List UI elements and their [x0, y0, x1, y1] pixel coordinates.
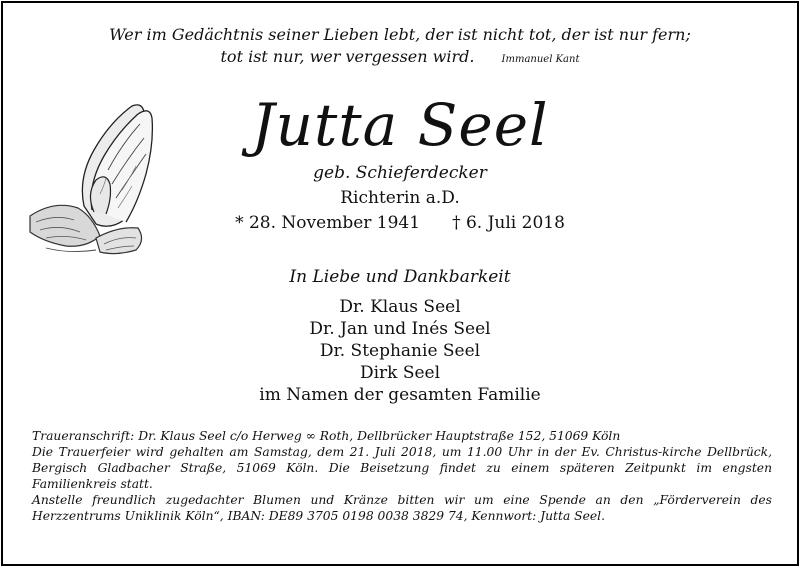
- life-dates: [150, 212, 650, 234]
- funeral-information: [32, 428, 772, 524]
- mourners-list: [150, 296, 650, 406]
- quote-line-2: [40, 46, 760, 71]
- mourners-intro: In Liebe und Dankbarkeit: [289, 267, 511, 287]
- ceremony-details: Die Trauerfeier wird gehalten am Samstag, dem 21. Juli 2018, um 11.00 Uhr in der Ev. Christus-kirche Dellbrück, Bergisch Gladbacher Straße, 51069 Köln. Die Beisetzung findet zu einem späteren Zeitpunkt im engsten Familienkreis statt.: [32, 445, 772, 491]
- donation-request: Anstelle freundlich zugedachter Blumen und Kränze bitten wir um eine Spende an den „Förderverein des Herzzentrums Uniklinik Köln“, IBAN: DE89 3705 0198 0038 3829 74, Kennwort: Jutta Seel.: [32, 493, 772, 523]
- quote-text-1: Wer im Gedächtnis seiner Lieben lebt, der ist nicht tot, der ist nur fern;: [109, 25, 691, 44]
- mourner-name: Dr. Klaus Seel: [339, 297, 461, 317]
- quote-line-1: [40, 24, 760, 46]
- mourner-family-line: im Namen der gesamten Familie: [259, 385, 541, 405]
- birth-date: * 28. November 1941: [235, 213, 421, 233]
- professional-title: Richterin a.D.: [340, 188, 460, 208]
- birth-name: geb. Schieferdecker: [313, 163, 487, 183]
- mourner-name: Dr. Stephanie Seel: [319, 341, 481, 361]
- quote-author: Immanuel Kant: [501, 54, 580, 65]
- condolence-address: Traueranschrift: Dr. Klaus Seel c/o Herweg ∞ Roth, Dellbrücker Hauptstraße 152, 51069 Köln: [32, 429, 621, 443]
- praying-hands-icon: [26, 98, 166, 258]
- mourner-name: Dirk Seel: [359, 363, 441, 383]
- quote-text-2: tot ist nur, wer vergessen wird.: [220, 47, 475, 66]
- deceased-name: Jutta Seel: [251, 91, 549, 159]
- death-date: † 6. Juli 2018: [452, 213, 565, 233]
- mourner-name: Dr. Jan und Inés Seel: [309, 319, 491, 339]
